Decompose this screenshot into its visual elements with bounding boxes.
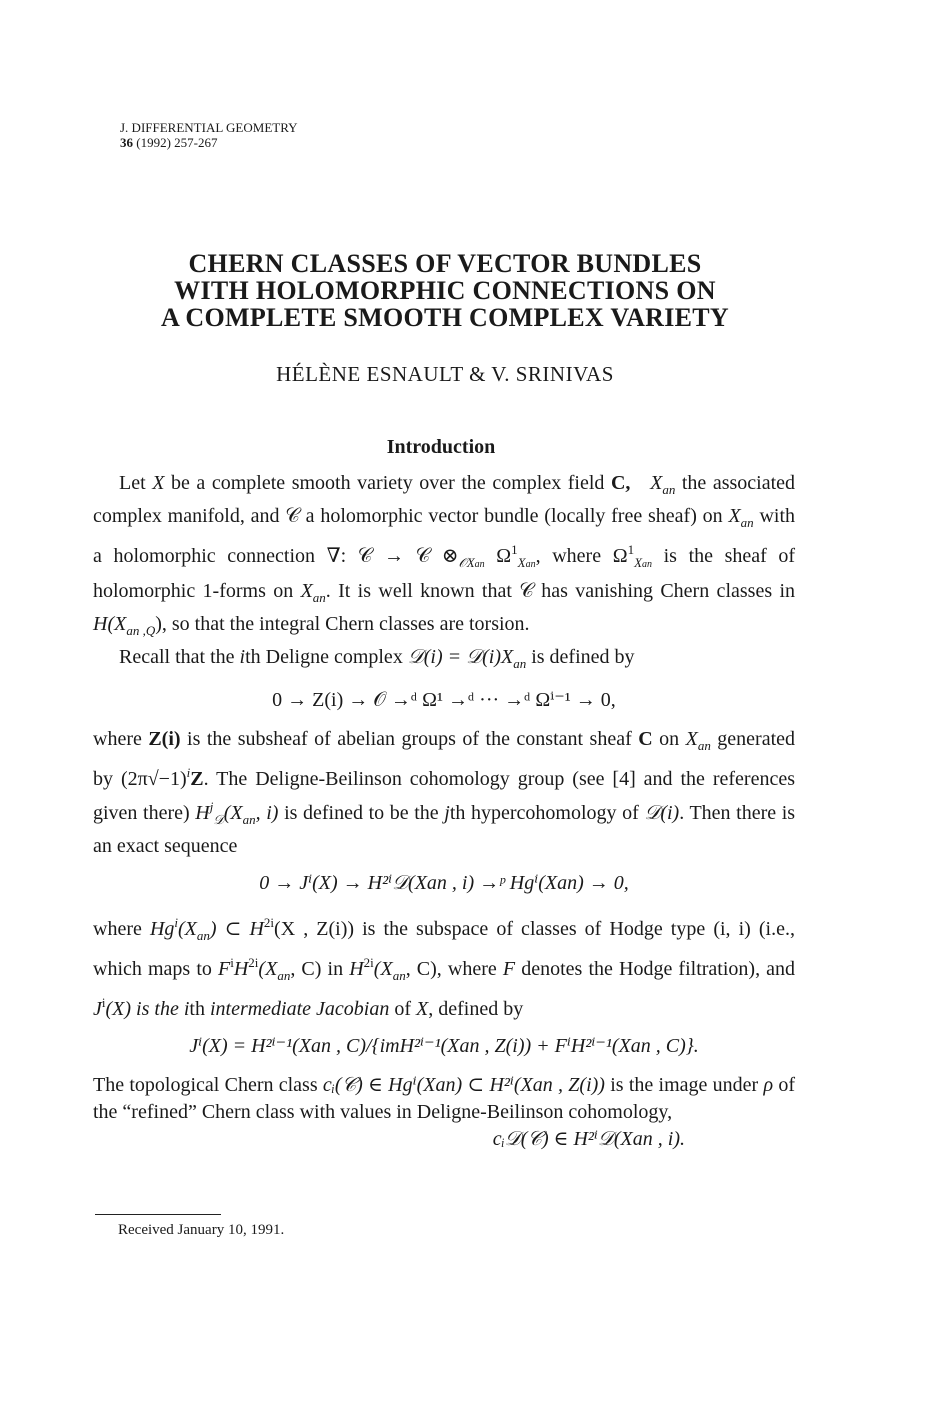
paragraph-1: Let X be a complete smooth variety over the complex field C, $X_{an}$ the associated complex manifold, and 𝒞 a holomorphic vector bundle (locally free sheaf) on $X_{an}$ with a holomorphic connection ∇: 𝒞 → 𝒞 $\otimes_{𝒪Xan}$ $\Omega^1_{Xan}$, where $\Omega^1_{Xan}$ is the sheaf of holomorphic 1-forms on $X_{an}$. It is well known that 𝒞 has vanishing Chern classes in $H(X_{an ,Q})$, so that the integral Chern classes are torsion. xyxy=(93,472,796,638)
journal-volume: 36 xyxy=(120,135,133,150)
paper-body xyxy=(93,470,795,1165)
section-heading: Introduction xyxy=(386,436,496,458)
journal-volume-pages xyxy=(120,135,298,150)
title-line-1: CHERN CLASSES OF VECTOR BUNDLES xyxy=(188,249,702,278)
footnote-divider xyxy=(95,1214,221,1215)
paragraph-5: The topological Chern class cᵢ(𝒞) ∈ Hgⁱ(Xan) ⊂ H²ⁱ(Xan , Z(i)) is the image under ρ of the “refined” Chern class with values in Deligne-Beilinson cohomology, xyxy=(93,1074,796,1123)
paper-title xyxy=(0,250,890,331)
equation-deligne-complex: 0 → Z(i) → 𝒪 →ᵈ Ω¹ →ᵈ ··· →ᵈ Ωⁱ⁻¹ → 0, xyxy=(272,689,616,711)
paragraph-4: where $Hg^i(X_{an})$ ⊂ $H^{2i}(X$ , Z(i)) is the subspace of classes of Hodge type (i, i) (i.e., which maps to $F^iH^{2i}(X_{an}$, C) in $H^{2i}(X_{an}$, C), where F denotes the Hodge filtration), and $J^i(X)$ is the ith intermediate Jacobian of X, defined by xyxy=(93,915,796,1020)
title-line-3: A COMPLETE SMOOTH COMPLEX VARIETY xyxy=(160,303,729,332)
footnote-received: Received January 10, 1991. xyxy=(118,1222,285,1238)
journal-pages: (1992) 257-267 xyxy=(136,135,218,150)
title-line-2: WITH HOLOMORPHIC CONNECTIONS ON xyxy=(174,276,716,305)
equation-exact-sequence: 0 → Jⁱ(X) → H²ⁱ𝒟(Xan , i) →ᵖ Hgⁱ(Xan) → 0, xyxy=(259,872,629,894)
equation-intermediate-jacobian: Jⁱ(X) = H²ⁱ⁻¹(Xan , C)/{imH²ⁱ⁻¹(Xan , Z(i)) + FⁱH²ⁱ⁻¹(Xan , C)}. xyxy=(189,1035,699,1057)
journal-name: J. DIFFERENTIAL GEOMETRY xyxy=(120,120,298,135)
paragraph-3: where Z(i) is the subsheaf of abelian groups of the constant sheaf C on $X_{an}$ generated by $(2\pi√-1)^iZ$. The Deligne-Beilinson cohomology group (see [4] and the references given there) $H^j_𝒟(X_{an}$, i) is defined to be the jth hypercohomology of 𝒟(i). Then there is an exact sequence xyxy=(93,728,796,857)
journal-header xyxy=(120,120,298,150)
equation-refined-chern-class: cᵢ𝒟(𝒞) ∈ H²ⁱ𝒟(Xan , i). xyxy=(492,1128,685,1150)
paragraph-2: Recall that the ith Deligne complex 𝒟(i) = $𝒟(i)X_{an}$ is defined by xyxy=(119,646,635,671)
paper-authors: HÉLÈNE ESNAULT & V. SRINIVAS xyxy=(276,362,614,386)
